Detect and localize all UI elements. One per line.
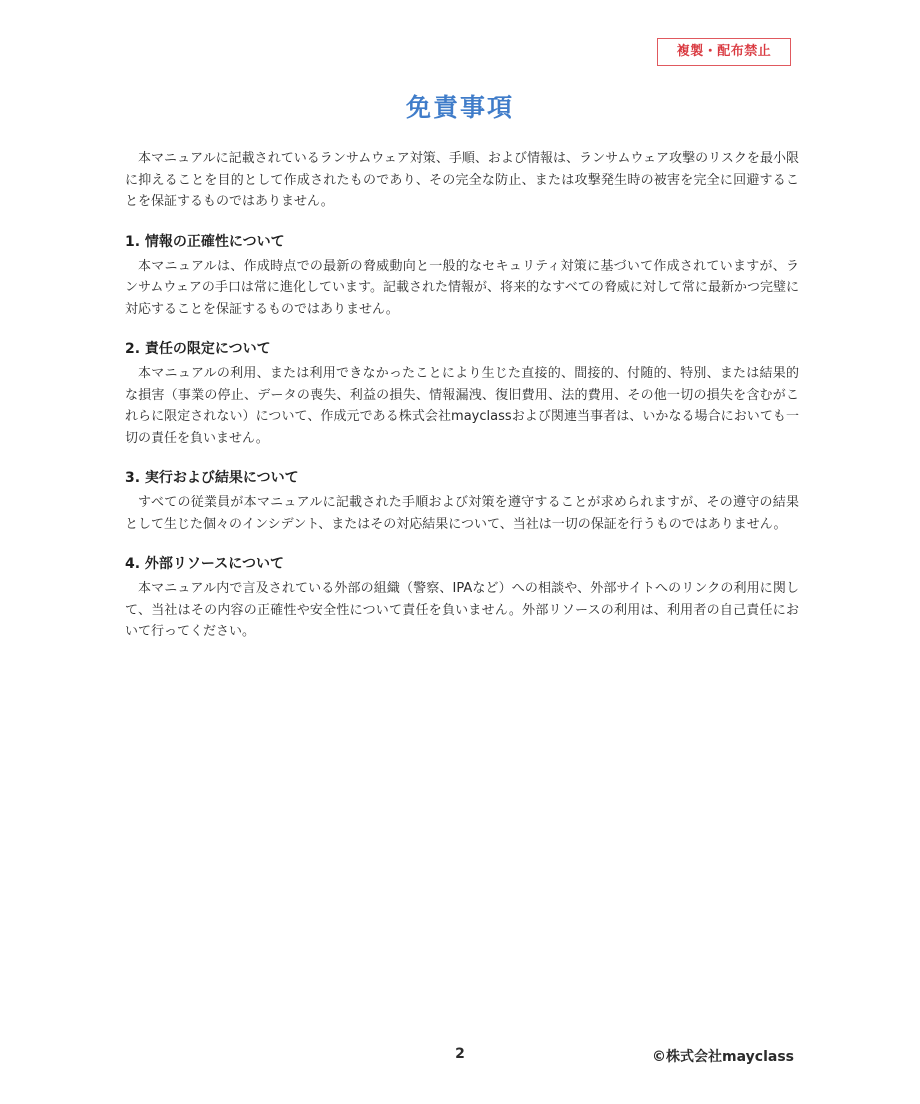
section-heading: 3. 実行および結果について xyxy=(125,470,299,486)
section-heading: 1. 情報の正確性について xyxy=(125,233,285,250)
confidential-stamp: 複製・配布禁止 xyxy=(657,38,791,66)
section-body: 本マニュアルの利用、または利用できなかったことにより生じた直接的、間接的、付随的、特別、または結果的な損害（事業の停止、データの喪失、利益の損失、情報漏洩、復旧費用、法的費用、その他一切の損失を含むがこれらに限定されない）について、作成元である株式会社mayclassおよび関連当事者は、いかなる場合においても一切の責任を負いません。 xyxy=(125,366,799,446)
intro-paragraph: 本マニュアルに記載されているランサムウェア対策、手順、および情報は、ランサムウェア攻撃のリスクを最小限に抑えることを目的として作成されたものであり、その完全な防止、または攻撃発生時の被害を完全に回避することを保証するものではありません。 xyxy=(125,151,799,209)
section-body: すべての従業員が本マニュアルに記載された手順および対策を遵守することが求められますが、その遵守の結果として生じた個々のインシデント、またはその対応結果について、当社は一切の保証を行うものではありません。 xyxy=(125,495,799,532)
section-external-resources xyxy=(125,554,799,643)
section-liability xyxy=(125,339,799,449)
section-body: 本マニュアルは、作成時点での最新の脅威動向と一般的なセキュリティ対策に基づいて作成されていますが、ランサムウェアの手口は常に進化しています。記載された情報が、将来的なすべての脅威に対して常に最新かつ完璧に対応することを保証するものではありません。 xyxy=(125,258,799,317)
page-number: 2 xyxy=(455,1046,465,1062)
copyright-notice: ©株式会社mayclass xyxy=(652,1049,794,1065)
section-accuracy xyxy=(125,232,799,321)
section-execution xyxy=(125,468,799,535)
section-heading: 2. 責任の限定について xyxy=(125,341,271,357)
disclaimer-content xyxy=(125,148,799,643)
page-title: 免責事項 xyxy=(405,93,514,122)
section-heading: 4. 外部リソースについて xyxy=(125,556,284,572)
section-body: 本マニュアル内で言及されている外部の組織（警察、IPAなど）への相談や、外部サイトへのリンクの利用に関して、当社はその内容の正確性や安全性について責任を負いません。外部リソースの利用は、利用者の自己責任において行ってください。 xyxy=(125,581,799,639)
